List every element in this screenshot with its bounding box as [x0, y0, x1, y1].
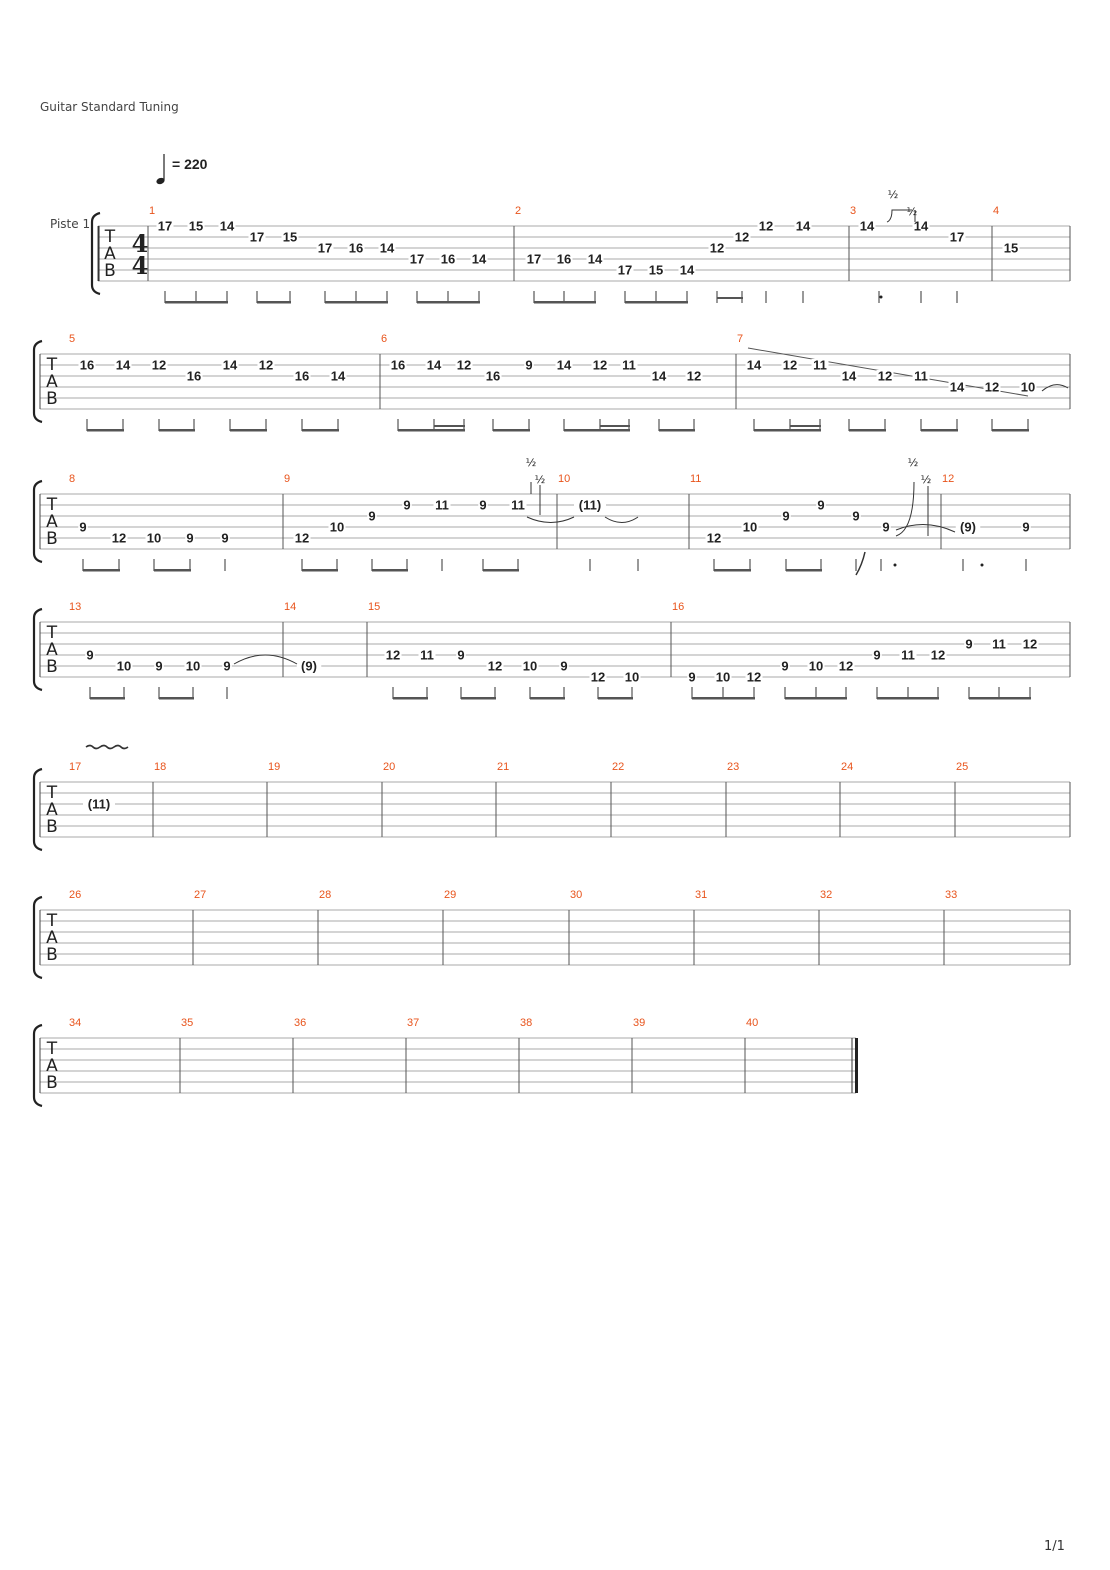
measure-number: 32	[820, 889, 833, 901]
tab-system	[92, 188, 1070, 304]
fret-number: (11)	[578, 497, 602, 513]
fret-number: 17	[317, 240, 333, 256]
release-amount: ½	[534, 473, 546, 486]
fret-number: 12	[686, 368, 702, 384]
track-name: Piste 1	[50, 217, 91, 231]
vibrato-icon	[86, 746, 128, 749]
fret-number: 11	[914, 368, 928, 384]
fret-number: 12	[590, 669, 606, 685]
measure-number: 14	[284, 601, 297, 613]
measure-number: 36	[294, 1017, 307, 1029]
measure-number: 20	[383, 761, 396, 773]
tie-arc	[234, 655, 297, 664]
fret-number: 12	[734, 229, 750, 245]
measure-number: 13	[69, 601, 82, 613]
fret-number: 14	[330, 368, 346, 384]
measure-number: 5	[69, 333, 76, 345]
fret-number: 14	[679, 262, 695, 278]
measure-number: 16	[672, 601, 685, 613]
beam	[159, 429, 195, 432]
measure-number: 33	[945, 889, 958, 901]
measure-number: 27	[194, 889, 207, 901]
fret-number: 11	[622, 357, 636, 373]
beam	[90, 697, 125, 700]
fret-number: 16	[186, 368, 202, 384]
tab-clef-t: T	[46, 495, 58, 515]
fret-number: 15	[282, 229, 298, 245]
fret-number: 9	[781, 658, 789, 674]
fret-number: (9)	[301, 658, 317, 674]
bend-amount: ½	[887, 188, 899, 201]
tab-clef-a: A	[46, 372, 58, 392]
measure-number: 15	[368, 601, 381, 613]
fret-number: 14	[746, 357, 762, 373]
fret-number: 12	[151, 357, 167, 373]
fret-number: 12	[111, 530, 127, 546]
measure-number: 2	[515, 205, 522, 217]
tab-clef-t: T	[46, 355, 58, 375]
fret-number: 14	[115, 357, 131, 373]
fret-number: 10	[522, 658, 538, 674]
measure-number: 10	[558, 473, 571, 485]
beam	[785, 697, 847, 700]
fret-number: 9	[223, 658, 231, 674]
fret-number: 14	[222, 357, 238, 373]
beam	[230, 429, 267, 432]
measure-number: 29	[444, 889, 457, 901]
fret-number: 12	[709, 240, 725, 256]
tab-clef-t: T	[46, 911, 58, 931]
beam	[534, 301, 596, 304]
fret-number: 9	[403, 497, 411, 513]
fret-number: 14	[379, 240, 395, 256]
measure-number: 19	[268, 761, 281, 773]
fret-number: 10	[808, 658, 824, 674]
beam	[786, 569, 822, 572]
measure-number: 6	[381, 333, 388, 345]
beam	[83, 569, 120, 572]
measure-number: 39	[633, 1017, 646, 1029]
fret-number: 9	[525, 357, 533, 373]
fret-number: 12	[385, 647, 401, 663]
fret-number: 17	[617, 262, 633, 278]
measure-number: 38	[520, 1017, 533, 1029]
beam	[564, 429, 630, 432]
fret-number: 9	[368, 508, 376, 524]
system-bracket	[34, 1025, 42, 1106]
fret-number: 11	[901, 647, 915, 663]
time-signature-top: 4	[131, 229, 149, 258]
fret-number: 9	[852, 508, 860, 524]
fret-number: 10	[715, 669, 731, 685]
fret-number: 11	[511, 497, 525, 513]
measure-number: 30	[570, 889, 583, 901]
fret-number: 9	[688, 669, 696, 685]
measure-number: 8	[69, 473, 76, 485]
beam	[969, 697, 1031, 700]
measure-number: 21	[497, 761, 510, 773]
measure-number: 4	[993, 205, 1000, 217]
beam	[714, 569, 751, 572]
beam	[754, 429, 821, 432]
fret-number: 12	[877, 368, 893, 384]
beam	[849, 429, 886, 432]
fret-number: 10	[146, 530, 162, 546]
fret-number: 9	[782, 508, 790, 524]
fret-number: 17	[409, 251, 425, 267]
fret-number: 9	[86, 647, 94, 663]
tab-clef-a: A	[46, 640, 58, 660]
tab-clef-a: A	[46, 1056, 58, 1076]
fret-number: 12	[706, 530, 722, 546]
tab-system	[34, 1017, 858, 1106]
tab-system	[34, 746, 1070, 851]
beam	[257, 301, 291, 304]
fret-number: 9	[221, 530, 229, 546]
fret-number: 9	[882, 519, 890, 535]
bend-amount: ½	[907, 456, 919, 469]
tab-system	[34, 889, 1070, 978]
page-number: 1/1	[1044, 1539, 1065, 1554]
fret-number: 9	[457, 647, 465, 663]
tab-clef-t: T	[46, 623, 58, 643]
fret-number: 14	[841, 368, 857, 384]
tab-clef-b: B	[46, 389, 58, 409]
fret-number: 16	[79, 357, 95, 373]
measure-number: 1	[149, 205, 156, 217]
tab-system	[34, 456, 1070, 575]
dotted-note	[880, 296, 883, 299]
fret-number: 14	[556, 357, 572, 373]
fret-number: 9	[817, 497, 825, 513]
fret-number: 14	[651, 368, 667, 384]
fret-number: 9	[79, 519, 87, 535]
fret-number: 15	[648, 262, 664, 278]
fret-number: 9	[1022, 519, 1030, 535]
beam-16th	[790, 425, 821, 427]
tab-system	[34, 333, 1070, 432]
fret-number: 12	[1022, 636, 1038, 652]
fret-number: 11	[992, 636, 1006, 652]
fret-number: (9)	[960, 519, 976, 535]
bend-curve	[896, 482, 914, 536]
note-flag	[856, 552, 865, 575]
tab-clef-t: T	[46, 1039, 58, 1059]
measure-number: 37	[407, 1017, 420, 1029]
fret-number: 12	[294, 530, 310, 546]
fret-number: 17	[249, 229, 265, 245]
fret-number: 9	[965, 636, 973, 652]
time-signature-bottom: 4	[131, 251, 149, 280]
beam	[417, 301, 480, 304]
tie-arc	[896, 524, 955, 532]
tab-clef-a: A	[104, 244, 116, 264]
fret-number: 12	[487, 658, 503, 674]
measure-number: 7	[737, 333, 744, 345]
beam	[530, 697, 565, 700]
fret-number: 14	[471, 251, 487, 267]
beam	[372, 569, 408, 572]
tab-clef-t: T	[104, 227, 116, 247]
fret-number: 12	[984, 379, 1000, 395]
fret-number: 16	[556, 251, 572, 267]
measure-number: 34	[69, 1017, 82, 1029]
tie-arc	[527, 517, 574, 523]
beam-16th	[717, 297, 743, 299]
fret-number: 15	[1003, 240, 1019, 256]
fret-number: (11)	[87, 796, 111, 812]
tab-clef-b: B	[46, 817, 58, 837]
fret-number: 9	[479, 497, 487, 513]
measure-number: 17	[69, 761, 82, 773]
tab-clef-b: B	[104, 261, 116, 281]
fret-number: 16	[390, 357, 406, 373]
system-bracket	[34, 897, 42, 978]
fret-number: 11	[420, 647, 434, 663]
release-amount: ½	[906, 205, 918, 218]
fret-number: 12	[456, 357, 472, 373]
fret-number: 16	[294, 368, 310, 384]
beam	[159, 697, 194, 700]
fret-number: 12	[782, 357, 798, 373]
measure-number: 35	[181, 1017, 194, 1029]
beam	[493, 429, 530, 432]
beam-16th	[600, 425, 630, 427]
fret-number: 15	[188, 218, 204, 234]
fret-number: 9	[560, 658, 568, 674]
measure-number: 9	[284, 473, 291, 485]
fret-number: 12	[746, 669, 762, 685]
beam	[483, 569, 519, 572]
fret-number: 14	[949, 379, 965, 395]
tab-clef-b: B	[46, 529, 58, 549]
fret-number: 16	[440, 251, 456, 267]
fret-number: 12	[758, 218, 774, 234]
system-bracket	[34, 609, 42, 690]
fret-number: 16	[348, 240, 364, 256]
fret-number: 14	[426, 357, 442, 373]
beam	[154, 569, 191, 572]
tab-system	[34, 601, 1070, 700]
fret-number: 17	[949, 229, 965, 245]
beam	[461, 697, 496, 700]
measure-number: 31	[695, 889, 708, 901]
fret-number: 12	[258, 357, 274, 373]
fret-number: 10	[1020, 379, 1036, 395]
beam-16th	[434, 425, 465, 427]
tab-clef-t: T	[46, 783, 58, 803]
fret-number: 17	[157, 218, 173, 234]
system-bracket	[34, 341, 42, 422]
beam	[992, 429, 1029, 432]
fret-number: 17	[526, 251, 542, 267]
measure-number: 12	[942, 473, 955, 485]
beam	[659, 429, 695, 432]
fret-number: 11	[435, 497, 449, 513]
fret-number: 14	[859, 218, 875, 234]
fret-number: 9	[186, 530, 194, 546]
measure-number: 40	[746, 1017, 759, 1029]
fret-number: 10	[742, 519, 758, 535]
fret-number: 14	[913, 218, 929, 234]
beam	[393, 697, 428, 700]
fret-number: 10	[624, 669, 640, 685]
fret-number: 14	[795, 218, 811, 234]
tempo-value: = 220	[172, 156, 208, 172]
fret-number: 10	[329, 519, 345, 535]
fret-number: 14	[587, 251, 603, 267]
bend-amount: ½	[525, 456, 537, 469]
dotted-note	[981, 564, 984, 567]
beam	[87, 429, 124, 432]
beam	[692, 697, 755, 700]
beam	[877, 697, 939, 700]
measure-number: 26	[69, 889, 82, 901]
measure-number: 25	[956, 761, 969, 773]
measure-number: 11	[690, 473, 702, 485]
measure-number: 23	[727, 761, 740, 773]
tab-clef-a: A	[46, 928, 58, 948]
dotted-note	[894, 564, 897, 567]
beam	[625, 301, 688, 304]
beam	[325, 301, 388, 304]
fret-number: 9	[873, 647, 881, 663]
fret-number: 12	[930, 647, 946, 663]
tab-clef-b: B	[46, 657, 58, 677]
tab-clef-a: A	[46, 512, 58, 532]
fret-number: 9	[155, 658, 163, 674]
beam	[302, 429, 339, 432]
beam	[165, 301, 228, 304]
measure-number: 28	[319, 889, 332, 901]
beam	[921, 429, 958, 432]
tie-arc	[605, 517, 638, 523]
tuning-label: Guitar Standard Tuning	[40, 100, 179, 114]
fret-number: 12	[592, 357, 608, 373]
tab-clef-b: B	[46, 1073, 58, 1093]
release-amount: ½	[920, 473, 932, 486]
beam	[398, 429, 465, 432]
fret-number: 16	[485, 368, 501, 384]
fret-number: 14	[219, 218, 235, 234]
fret-number: 10	[185, 658, 201, 674]
measure-number: 18	[154, 761, 167, 773]
beam	[598, 697, 633, 700]
tie-arc	[1042, 385, 1068, 391]
tab-clef-b: B	[46, 945, 58, 965]
fret-number: 12	[838, 658, 854, 674]
beam	[302, 569, 338, 572]
fret-number: 11	[813, 357, 827, 373]
system-bracket	[34, 769, 42, 850]
measure-number: 3	[850, 205, 857, 217]
tab-clef-a: A	[46, 800, 58, 820]
measure-number: 22	[612, 761, 625, 773]
fret-number: 10	[116, 658, 132, 674]
measure-number: 24	[841, 761, 854, 773]
system-bracket	[34, 481, 42, 562]
final-barline-thick	[855, 1038, 858, 1093]
